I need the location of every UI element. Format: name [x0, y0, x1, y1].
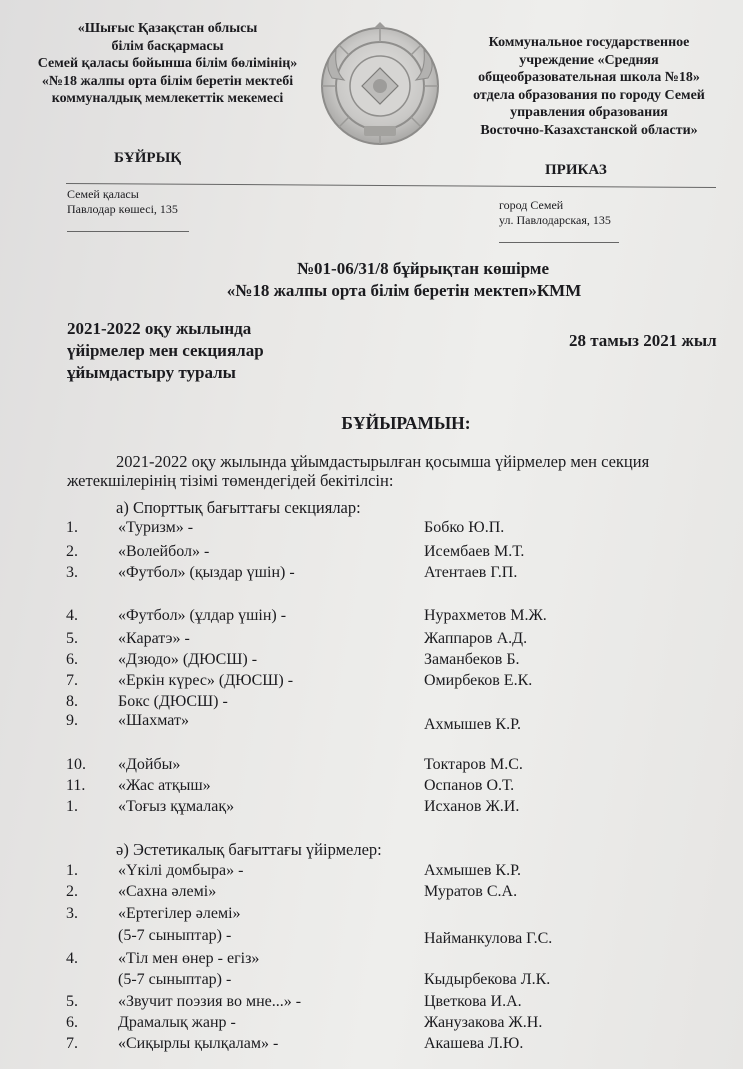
list-item	[0, 950, 743, 971]
header-left-block	[0, 20, 335, 108]
header-right-line: управления образования	[510, 105, 668, 120]
header-right-line: Коммунальное государственное	[488, 35, 690, 50]
list-item	[0, 971, 743, 992]
section-aesthetic-heading: ә) Эстетикалық бағыттағы үйірмелер:	[116, 840, 382, 859]
item-person: Ахмышев К.Р.	[424, 716, 521, 733]
item-number: 1.	[66, 519, 78, 536]
item-title: «Үкілі домбыра» -	[118, 862, 244, 879]
item-number: 5.	[66, 630, 78, 647]
list-item	[0, 927, 743, 948]
item-person: Заманбеков Б.	[424, 651, 520, 668]
list-item	[0, 798, 743, 819]
item-person: Нурахметов М.Ж.	[424, 607, 547, 624]
intro-line-1: 2021-2022 оқу жылында ұйымдастырылған қосымша үйірмелер мен секция	[116, 452, 650, 471]
item-person: Муратов С.А.	[424, 883, 518, 900]
item-person: Бобко Ю.П.	[424, 519, 505, 536]
item-number: 6.	[66, 651, 78, 668]
order-label-kz: БҰЙРЫҚ	[114, 150, 182, 166]
list-item	[0, 756, 743, 777]
item-number: 3.	[66, 564, 78, 581]
list-item	[0, 712, 743, 733]
item-person: Исембаев М.Т.	[424, 543, 525, 560]
item-number: 5.	[66, 993, 78, 1010]
list-item	[0, 905, 743, 926]
item-title: «Футбол» (қыздар үшін) -	[118, 564, 295, 581]
header-right-line: отдела образования по городу Семей	[473, 87, 705, 103]
state-emblem-icon	[318, 22, 442, 150]
item-number: 10.	[66, 756, 86, 773]
item-person: Омирбеков Е.К.	[424, 672, 533, 689]
address-kz-street: Павлодар көшесі, 135	[67, 202, 178, 216]
doc-topic-line: үйірмелер мен секциялар	[67, 341, 264, 360]
item-title: «Звучит поэзия во мне...» -	[118, 993, 302, 1010]
item-number: 4.	[66, 607, 78, 624]
address-kz	[67, 187, 178, 217]
list-item	[0, 519, 743, 540]
doc-topic-line: 2021-2022 оқу жылында	[67, 319, 252, 338]
header-right-line: учреждение «Средняя	[519, 52, 659, 68]
item-person: Ахмышев К.Р.	[424, 862, 521, 879]
item-title: «Дзюдо» (ДЮСШ) -	[118, 651, 258, 668]
doc-topic	[67, 318, 264, 384]
header-left-line: коммуналдық мемлекеттік мекемесі	[51, 91, 284, 106]
item-number: 3.	[66, 905, 78, 922]
address-ru-street: ул. Павлодарская, 135	[499, 213, 611, 227]
item-title: «Ертегілер әлемі»	[118, 905, 241, 922]
list-item	[0, 1014, 743, 1035]
list-item	[0, 607, 743, 628]
address-ru	[499, 198, 611, 228]
item-number: 4.	[66, 950, 78, 967]
list-item	[0, 883, 743, 904]
item-title: «Шахмат»	[118, 712, 189, 729]
list-item	[0, 993, 743, 1014]
item-title: «Туризм» -	[118, 519, 194, 536]
item-title: Драмалық жанр -	[118, 1014, 236, 1031]
section-sports-heading: а) Спорттық бағыттағы секциялар:	[116, 498, 361, 517]
list-item	[0, 693, 743, 714]
item-title: «Еркін күрес» (ДЮСШ) -	[118, 672, 294, 689]
doc-title-line1: №01-06/31/8 бұйрықтан көшірме	[296, 259, 550, 278]
item-title: Бокс (ДЮСШ) -	[118, 693, 228, 710]
list-item	[0, 543, 743, 564]
item-person: Цветкова И.А.	[424, 993, 522, 1010]
item-number: 8.	[66, 693, 78, 710]
item-person: Кыдырбекова Л.К.	[424, 971, 551, 988]
list-item	[0, 651, 743, 672]
item-person: Найманкулова Г.С.	[424, 930, 553, 947]
item-title: «Каратэ» -	[118, 630, 190, 647]
address-kz-underline	[67, 231, 189, 232]
decree-heading: БҰЙЫРАМЫН:	[341, 413, 471, 433]
header-right-block	[448, 34, 730, 139]
item-title: «Тіл мен өнер - егіз»	[118, 950, 260, 967]
item-title: «Сиқырлы қылқалам» -	[118, 1035, 279, 1052]
item-title: «Жас атқыш»	[118, 777, 211, 794]
header-left-line: білім басқармасы	[111, 38, 224, 54]
item-number: 11.	[66, 777, 86, 794]
intro-line-2: жетекшілерінің тізімі төмендегідей бекітілсін:	[67, 471, 394, 490]
item-number: 2.	[66, 543, 78, 560]
item-person: Атентаев Г.П.	[424, 564, 518, 581]
item-number: 9.	[66, 712, 78, 729]
item-title: (5-7 сыныптар) -	[118, 971, 232, 988]
item-number: 7.	[66, 672, 78, 689]
item-number: 2.	[66, 883, 78, 900]
doc-topic-line: ұйымдастыру туралы	[67, 363, 236, 382]
list-item	[0, 862, 743, 883]
doc-date: 28 тамыз 2021 жыл	[569, 331, 717, 350]
address-kz-city: Семей қаласы	[67, 187, 139, 201]
item-person: Жанузакова Ж.Н.	[424, 1014, 543, 1031]
list-item	[0, 1035, 743, 1056]
item-person: Исханов Ж.И.	[424, 798, 520, 815]
item-title: «Футбол» (ұлдар үшін) -	[118, 607, 287, 624]
item-title: «Дойбы»	[118, 756, 181, 773]
header-right-line: Восточно-Казахстанской области»	[480, 122, 698, 138]
header-left-line: «№18 жалпы орта білім беретін мектебі	[41, 73, 294, 89]
header-left-line: «Шығыс Қазақстан облысы	[77, 21, 258, 36]
list-item	[0, 672, 743, 693]
header-left-line: Семей қаласы бойынша білім бөлімінің»	[37, 56, 298, 71]
item-person: Акашева Л.Ю.	[424, 1035, 524, 1052]
item-number: 6.	[66, 1014, 78, 1031]
item-title: (5-7 сыныптар) -	[118, 927, 232, 944]
list-item	[0, 564, 743, 585]
doc-title-line2: «№18 жалпы орта білім беретін мектеп»КММ	[226, 281, 582, 300]
item-person: Жаппаров А.Д.	[424, 630, 528, 647]
address-ru-city: город Семей	[499, 198, 564, 212]
item-person: Оспанов О.Т.	[424, 777, 515, 794]
item-title: «Тоғыз құмалақ»	[118, 798, 235, 815]
address-ru-underline	[499, 242, 619, 243]
order-label-ru: ПРИКАЗ	[545, 162, 607, 178]
item-person: Токтаров М.С.	[424, 756, 523, 773]
item-number: 1.	[66, 862, 78, 879]
item-title: «Волейбол» -	[118, 543, 210, 560]
item-title: «Сахна әлемі»	[118, 883, 217, 900]
list-item	[0, 630, 743, 651]
item-number: 1.	[66, 798, 78, 815]
list-item	[0, 777, 743, 798]
item-number: 7.	[66, 1035, 78, 1052]
header-right-line: общеобразовательная школа №18»	[478, 70, 700, 85]
